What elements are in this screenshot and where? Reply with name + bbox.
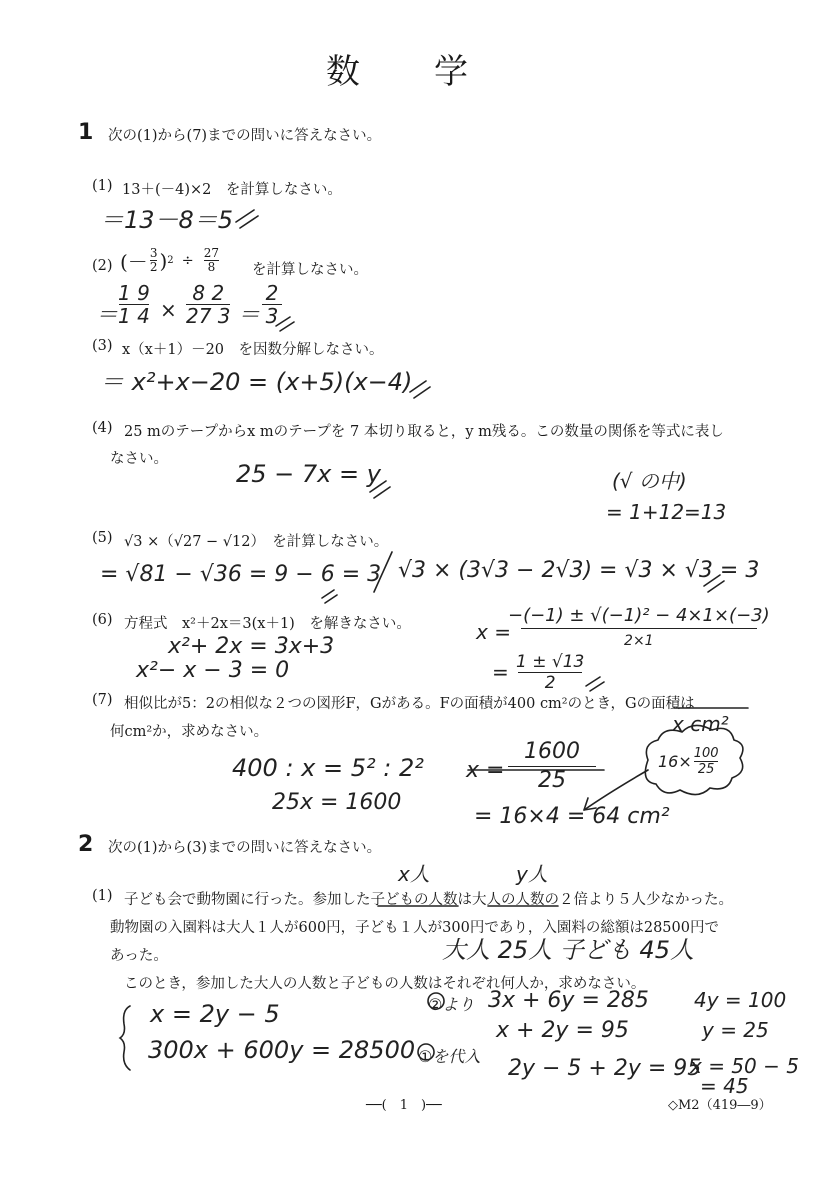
section-1-instruction: 次の(1)から(7)までの問いに答えなさい。: [108, 128, 382, 144]
q6-result-num: 1 ± √13: [516, 652, 585, 672]
s2q1-solve3: x = 50 − 5: [690, 1054, 799, 1078]
s2q1-brace: [120, 1006, 130, 1070]
q7-work-line2: 25x = 1600: [272, 790, 402, 815]
s2q1-text-line2: 動物園の入園料は大人１人が600円，子ども１人が300円であり，入園料の総額は28500円で: [110, 920, 719, 936]
q4-note-line2: = 1+12=13: [606, 500, 727, 524]
q2-answer-frac1-num: 1 9: [118, 281, 150, 305]
s2q1-var-y: y人: [516, 862, 548, 886]
q4-text-line1: 25 mのテープからx mのテープを 7 本切り取ると，y m残る。この数量の関係を等式に表し: [124, 424, 724, 440]
q5-answer-left: = √81 − √36 = 9 − 6 = 3: [100, 562, 382, 587]
s2q1-text-line3: あった。: [110, 948, 168, 964]
s2q1-text-line4: このとき，参加した大人の人数と子どもの人数はそれぞれ何人か，求めなさい。: [124, 976, 646, 992]
s2q1-solve4: = 45: [700, 1074, 749, 1098]
q1-check-mark: [236, 210, 258, 228]
q6-label: (6): [92, 612, 113, 628]
s2q1-answer-summary: 大人 25人 子ども 45人: [442, 936, 694, 964]
q7-bubble-text: 16×: [658, 752, 692, 771]
q4-text-line2: なさい。: [110, 451, 168, 467]
q2-answer-frac2: [186, 282, 231, 327]
q6-text: 方程式 x²＋2x＝3(x＋1) を解きなさい。: [124, 616, 411, 632]
s2q1-label: (1): [92, 888, 113, 904]
s2q1-eq1: x = 2y − 5: [150, 1000, 280, 1028]
q1-label: (1): [92, 178, 113, 194]
q2-text: を計算しなさい。: [252, 262, 368, 278]
s2q1-var-x: x人: [398, 862, 430, 886]
q2-expr-num2: 27: [203, 246, 220, 260]
q2-expr-div: ÷: [181, 252, 194, 269]
q7-text-line1: 相似比が5：2の相似な２つの図形F，Gがある。Fの面積が400 cm²のとき，Gの面積は: [124, 696, 695, 712]
q3-label: (3): [92, 338, 113, 354]
q7-calc-num: 1600: [524, 739, 580, 764]
q6-work-line1: x²+ 2x = 3x+3: [168, 634, 335, 659]
q2-answer-eq2: ＝: [238, 303, 261, 328]
q5-text: √3 ×（√27 − √12） を計算しなさい。: [124, 534, 389, 550]
s2q1-work1: 3x + 6y = 285: [488, 988, 649, 1013]
q7-label: (7): [92, 692, 113, 708]
q4-note-line1: (√ の中): [612, 469, 687, 493]
q7-calc-result: = 16×4 = 64 cm²: [474, 804, 670, 829]
q6-formula-den: 2×1: [624, 633, 654, 649]
q2-expr-fraction2: [204, 247, 219, 274]
doc-code: ◇M2（419―9）: [668, 1098, 772, 1113]
q5-label: (5): [92, 530, 113, 546]
q6-result-fraction: [516, 652, 584, 693]
q2-expr-den2: 8: [207, 260, 216, 274]
q3-answer: ＝ x²+x−20 = (x+5)(x−4): [100, 368, 413, 396]
s2q1-eq2: 300x + 600y = 28500: [148, 1036, 416, 1064]
q2-answer-frac1-den: 1 4: [118, 304, 150, 328]
q1-text: 13＋(－4)×2 を計算しなさい。: [122, 182, 342, 198]
q6-formula-lhs: x =: [476, 620, 511, 644]
q7-calc-fraction: [508, 738, 596, 795]
q4-label: (4): [92, 420, 113, 436]
q2-answer-times: ×: [160, 298, 177, 322]
q2-expr-num: 3: [149, 246, 158, 260]
q5-left-check-mark: [322, 590, 337, 603]
s2q1-work3: 2y − 5 + 2y = 95: [508, 1056, 702, 1081]
q6-result-den: 2: [544, 673, 556, 693]
q2-answer-result: [262, 282, 282, 327]
q7-bubble-den: 25: [697, 762, 715, 777]
q7-calc-den: 25: [538, 768, 566, 793]
q6-formula-num: −(−1) ± √(−1)² − 4×1×(−3): [508, 605, 770, 626]
q6-result-eq: =: [492, 660, 509, 684]
s2q1-text-line1: 子ども会で動物園に行った。参加した子どもの人数は大人の人数の２倍より５人少なかった。: [124, 892, 733, 908]
q3-check-mark: [410, 381, 430, 398]
q7-margin-note: x cm²: [672, 712, 729, 736]
q2-expr-square: 2: [167, 255, 174, 266]
page-title: 数 学: [326, 52, 470, 92]
q2-answer-frac1: [118, 282, 150, 327]
q1-answer: ＝13－8＝5: [100, 206, 234, 234]
s2q1-solve1: 4y = 100: [694, 988, 787, 1012]
s2q1-solve2: y = 25: [702, 1018, 769, 1042]
section-1-number: 1: [78, 120, 94, 145]
q6-check-mark: [586, 677, 604, 691]
q6-formula-fraction: [508, 604, 770, 653]
q5-answer-right: √3 × (3√3 − 2√3) = √3 × √3 = 3: [398, 558, 760, 583]
q7-bubble-content: [658, 746, 719, 777]
q2-answer-result-num: 2: [265, 281, 279, 305]
q2-expr-fraction: [150, 247, 158, 274]
s2q1-sub-note: ①を代入: [418, 1047, 481, 1066]
section-2-number: 2: [78, 832, 94, 857]
q7-bubble-num: 100: [693, 746, 719, 761]
s2q1-work2: x + 2y = 95: [496, 1018, 629, 1043]
page-number: ──( 1 )──: [366, 1098, 442, 1113]
q6-work-line2: x²− x − 3 = 0: [136, 658, 290, 683]
q2-answer-result-den: 3: [265, 304, 279, 328]
q7-work-line1: 400 : x = 5² : 2²: [232, 754, 424, 782]
q2-expr-den: 2: [149, 260, 158, 274]
q2-answer-eq1: ＝: [96, 303, 119, 328]
q4-answer: 25 − 7x = y: [236, 460, 381, 488]
q2-answer-frac2-den: 27 3: [186, 304, 231, 328]
section-2-instruction: 次の(1)から(3)までの問いに答えなさい。: [108, 840, 382, 856]
s2q1-from-note: ②より: [428, 995, 475, 1014]
q7-calc-lhs: x =: [466, 758, 505, 783]
q7-text-line2: 何cm²か，求めなさい。: [110, 724, 269, 740]
q2-expr-open: (－: [120, 250, 148, 274]
q2-expr-close: ): [159, 248, 168, 273]
q2-expression: [120, 246, 221, 275]
q2-label: (2): [92, 258, 113, 274]
q3-text: x（x＋1）－20 を因数分解しなさい。: [122, 342, 384, 358]
q2-answer-frac2-num: 8 2: [192, 281, 225, 305]
